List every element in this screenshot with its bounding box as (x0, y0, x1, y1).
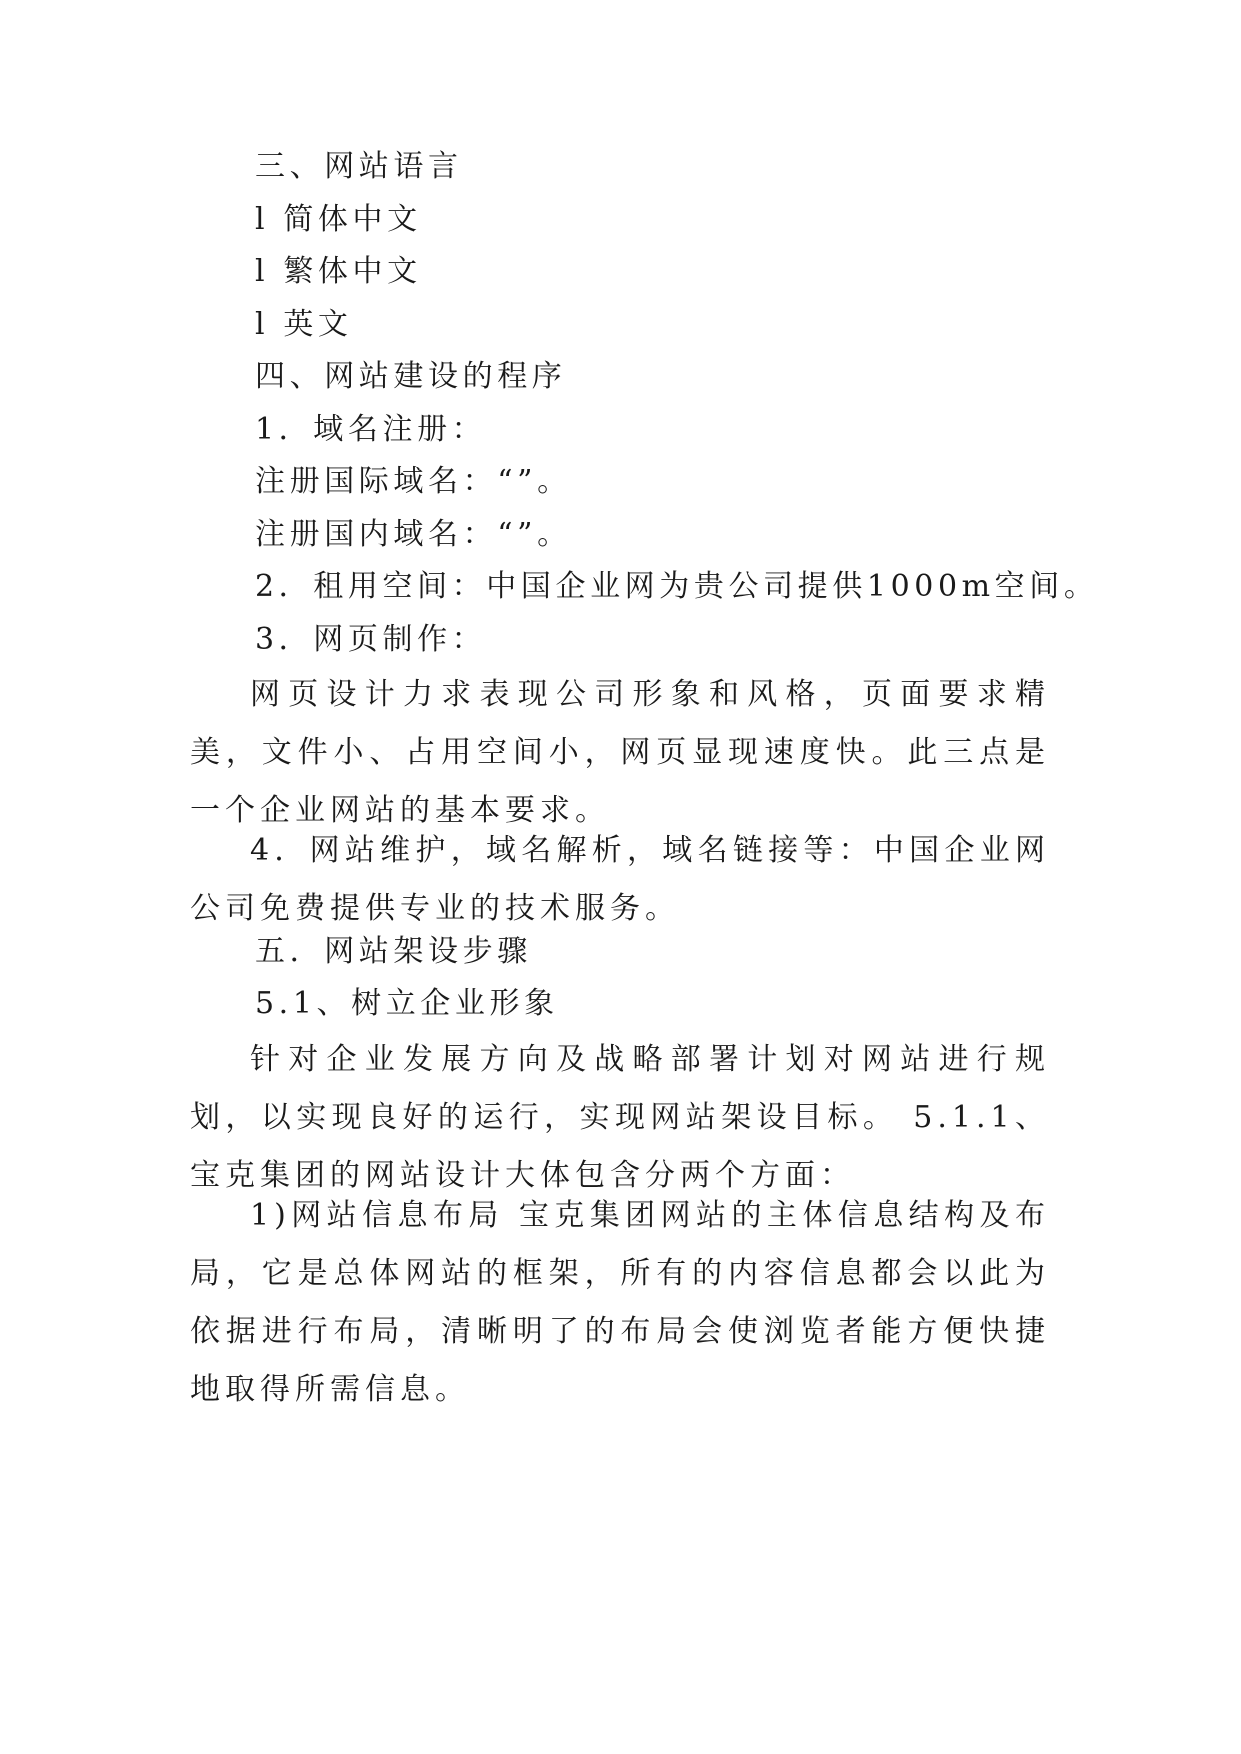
subheading-corporate-image: 5.1、树立企业形象 (255, 986, 559, 1021)
list-item-simplified-chinese: l 简体中文 (255, 202, 422, 237)
paragraph-webpage-design: 网页设计力求表现公司形象和风格，页面要求精美，文件小、占用空间小，网页显现速度快。此三点是一个企业网站的基本要求。 (190, 677, 1050, 828)
paragraph-planning: 针对企业发展方向及战略部署计划对网站进行规划，以实现良好的运行，实现网站架设目标。 5.1.1、宝克集团的网站设计大体包含分两个方面： (190, 1042, 1050, 1193)
section-heading-steps: 五．网站架设步骤 (255, 934, 532, 969)
list-item-traditional-chinese: l 繁体中文 (255, 254, 422, 289)
section-heading-language: 三、网站语言 (255, 149, 463, 184)
section-heading-procedure: 四、网站建设的程序 (255, 359, 567, 394)
paragraph-info-layout: 1)网站信息布局 宝克集团网站的主体信息结构及布局，它是总体网站的框架，所有的内容信息都会以此为依据进行布局，清晰明了的布局会使浏览者能方便快捷地取得所需信息。 (190, 1198, 1050, 1407)
paragraph-maintenance: 4．网站维护，域名解析，域名链接等：中国企业网公司免费提供专业的技术服务。 (190, 833, 1050, 926)
step-webpage-production: 3．网页制作： (255, 622, 487, 657)
list-item-english: l 英文 (255, 307, 353, 342)
international-domain-line: 注册国际域名：“”。 (255, 464, 572, 499)
domestic-domain-line: 注册国内域名：“”。 (255, 517, 572, 552)
step-hosting-space: 2．租用空间：中国企业网为贵公司提供1000m空间。 (255, 569, 1099, 604)
step-domain-registration: 1．域名注册： (255, 412, 487, 447)
